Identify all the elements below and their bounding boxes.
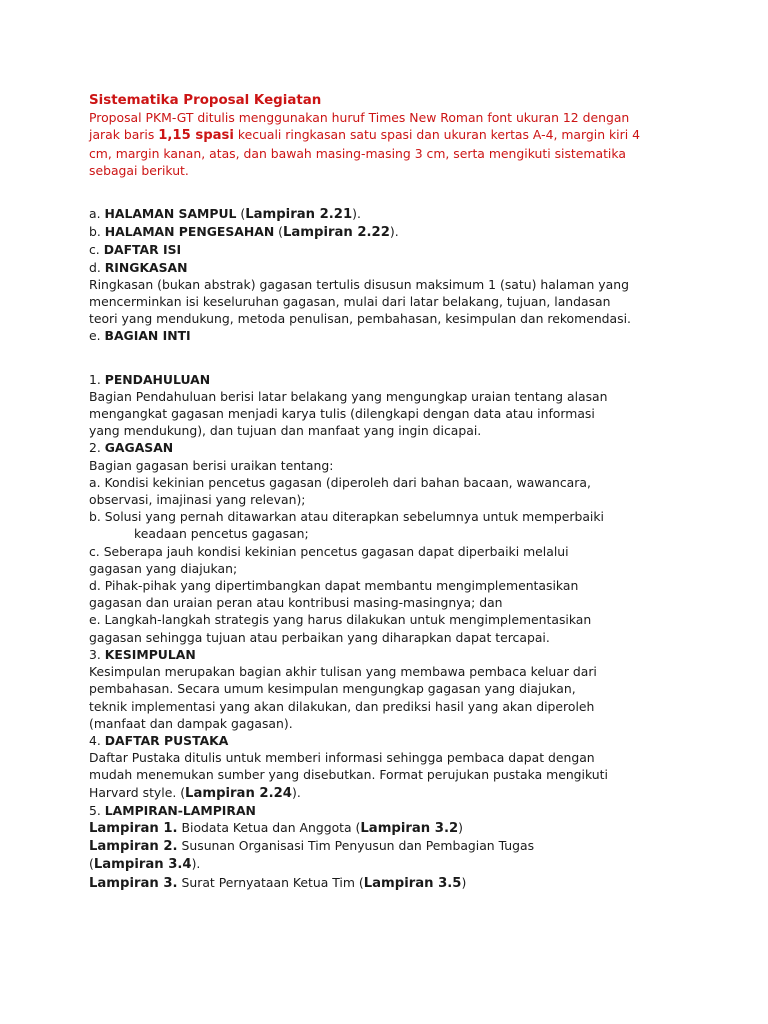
intro-line: Proposal PKM-GT ditulis menggunakan huruf Times New Roman font ukuran 12 dengan xyxy=(89,110,630,126)
section-title: KESIMPULAN xyxy=(104,646,196,662)
list-item-line: observasi, imajinasi yang relevan); xyxy=(89,492,306,508)
lampiran-line xyxy=(89,837,739,855)
paren: ) xyxy=(458,819,463,835)
paren: ). xyxy=(291,784,301,800)
section-number: 3. xyxy=(89,646,105,662)
list-item-line: e. Langkah-langkah strategis yang harus dilakukan untuk mengimplementasikan xyxy=(89,612,592,628)
section-title: GAGASAN xyxy=(104,440,174,456)
section-heading xyxy=(89,802,739,819)
paragraph-line: Ringkasan (bukan abstrak) gagasan tertulis disusun maksimum 1 (satu) halaman yang xyxy=(89,276,629,292)
lampiran-text: Susunan Organisasi Tim Penyusun dan Pembagian Tugas xyxy=(177,838,535,854)
item-prefix: c. xyxy=(89,242,104,258)
list-item-line: d. Pihak-pihak yang dipertimbangkan dapat membantu mengimplementasikan xyxy=(89,578,579,594)
section-title: PENDAHULUAN xyxy=(104,371,211,387)
intro-line xyxy=(89,126,739,144)
lampiran-ref: Lampiran 3.2 xyxy=(360,820,459,836)
paren: ( xyxy=(89,856,94,872)
section-gagasan xyxy=(89,439,739,645)
intro-line: cm, margin kanan, atas, dan bawah masing-masing 3 cm, serta mengikuti sistematika xyxy=(89,145,626,161)
section-number: 5. xyxy=(89,802,105,818)
section-title: DAFTAR PUSTAKA xyxy=(104,732,229,748)
outline-item-e xyxy=(89,327,739,344)
section-kesimpulan xyxy=(89,646,739,732)
paren: ( xyxy=(236,206,246,222)
list-item-line: keadaan pencetus gagasan; xyxy=(134,526,309,542)
spacer xyxy=(89,345,739,371)
section-number: 2. xyxy=(89,440,105,456)
paragraph-line: (manfaat dan dampak gagasan). xyxy=(89,715,293,731)
paren: ). xyxy=(352,206,361,222)
outline-item-a xyxy=(89,205,739,223)
paragraph-line: mencerminkan isi keseluruhan gagasan, mulai dari latar belakang, tujuan, landasan xyxy=(89,294,611,310)
paren: ). xyxy=(389,224,399,240)
outline-list xyxy=(89,205,739,345)
lampiran-ref: Lampiran 2.22 xyxy=(282,225,390,241)
paragraph-line: mudah menemukan sumber yang disebutkan. Format perujukan pustaka mengikuti xyxy=(89,767,608,783)
paragraph-line: Daftar Pustaka ditulis untuk memberi informasi sehingga pembaca dapat dengan xyxy=(89,750,595,766)
list-item-line: c. Seberapa jauh kondisi kekinian pencetus gagasan dapat diperbaiki melalui xyxy=(89,543,569,559)
paren: ) xyxy=(461,874,467,890)
outline-item-d xyxy=(89,259,739,276)
paren: ( xyxy=(274,224,283,240)
section-heading xyxy=(89,732,739,749)
intro-text: jarak baris xyxy=(89,127,159,143)
item-title: BAGIAN INTI xyxy=(104,328,191,344)
heading: Sistematika Proposal Kegiatan xyxy=(89,93,322,108)
paragraph-line: Kesimpulan merupakan bagian akhir tulisan yang membawa pembaca keluar dari xyxy=(89,664,597,680)
list-item-line: b. Solusi yang pernah ditawarkan atau diterapkan sebelumnya untuk memperbaiki xyxy=(89,509,604,525)
paragraph-line: yang mendukung), dan tujuan dan manfaat yang ingin dicapai. xyxy=(89,423,482,439)
item-prefix: d. xyxy=(89,259,105,275)
intro-paragraph xyxy=(89,109,739,179)
section-lampiran xyxy=(89,802,739,892)
lampiran-label: Lampiran 3. xyxy=(89,875,178,891)
lampiran-line xyxy=(89,874,739,892)
section-heading xyxy=(89,439,739,456)
paragraph-line: Bagian Pendahuluan berisi latar belakang yang mengungkap uraian tentang alasan xyxy=(89,388,608,404)
outline-item-c xyxy=(89,241,739,258)
lampiran-ref: Lampiran 3.5 xyxy=(363,875,462,891)
item-title: HALAMAN PENGESAHAN xyxy=(104,224,275,240)
paragraph-text: Harvard style. ( xyxy=(89,784,186,800)
lampiran-text: Surat Pernyataan Ketua Tim ( xyxy=(177,874,364,890)
lampiran-text: Biodata Ketua dan Anggota ( xyxy=(177,819,361,835)
section-number: 1. xyxy=(89,371,105,387)
list-item-line: gagasan sehingga tujuan atau perbaikan yang diharapkan dapat tercapai. xyxy=(89,629,550,645)
lampiran-ref: Lampiran 2.24 xyxy=(185,785,292,801)
section-heading xyxy=(89,371,739,388)
spacer xyxy=(89,179,739,205)
paragraph-line: teknik implementasi yang akan dilakukan, dan prediksi hasil yang akan diperoleh xyxy=(89,698,595,714)
item-title: RINGKASAN xyxy=(104,259,188,275)
paren: ). xyxy=(191,856,201,872)
paragraph-line xyxy=(89,784,739,802)
paragraph-line: Bagian gagasan berisi uraikan tentang: xyxy=(89,457,334,473)
lampiran-label: Lampiran 2. xyxy=(89,839,178,855)
item-prefix: b. xyxy=(89,224,105,240)
paragraph-line: mengangkat gagasan menjadi karya tulis (dilengkapi dengan data atau informasi xyxy=(89,406,595,422)
document-body xyxy=(89,92,739,892)
section-heading xyxy=(89,646,739,663)
lampiran-line xyxy=(89,855,739,873)
section-pendahuluan xyxy=(89,371,739,440)
outline-item-b xyxy=(89,223,739,241)
item-title: HALAMAN SAMPUL xyxy=(104,206,237,222)
lampiran-ref: Lampiran 3.4 xyxy=(93,857,192,873)
section-title: LAMPIRAN-LAMPIRAN xyxy=(104,802,256,818)
intro-bold: 1,15 spasi xyxy=(158,128,234,144)
section-daftar-pustaka xyxy=(89,732,739,802)
paragraph-line: pembahasan. Secara umum kesimpulan mengungkap gagasan yang diajukan, xyxy=(89,681,576,697)
list-item-line: gagasan yang diajukan; xyxy=(89,560,238,576)
lampiran-ref: Lampiran 2.21 xyxy=(245,207,353,223)
lampiran-label: Lampiran 1. xyxy=(89,820,178,836)
item-prefix: e. xyxy=(89,328,105,344)
intro-line: sebagai berikut. xyxy=(89,162,189,178)
section-number: 4. xyxy=(89,732,105,748)
lampiran-line xyxy=(89,819,739,837)
list-item-line: a. Kondisi kekinian pencetus gagasan (diperoleh dari bahan bacaan, wawancara, xyxy=(89,474,591,490)
item-title: DAFTAR ISI xyxy=(103,242,182,258)
item-prefix: a. xyxy=(89,206,105,222)
intro-text: kecuali ringkasan satu spasi dan ukuran kertas A-4, margin kiri 4 xyxy=(233,127,640,143)
list-item-line: gagasan dan uraian peran atau kontribusi masing-masingnya; dan xyxy=(89,595,503,611)
paragraph-line: teori yang mendukung, metoda penulisan, pembahasan, kesimpulan dan rekomendasi. xyxy=(89,311,631,327)
